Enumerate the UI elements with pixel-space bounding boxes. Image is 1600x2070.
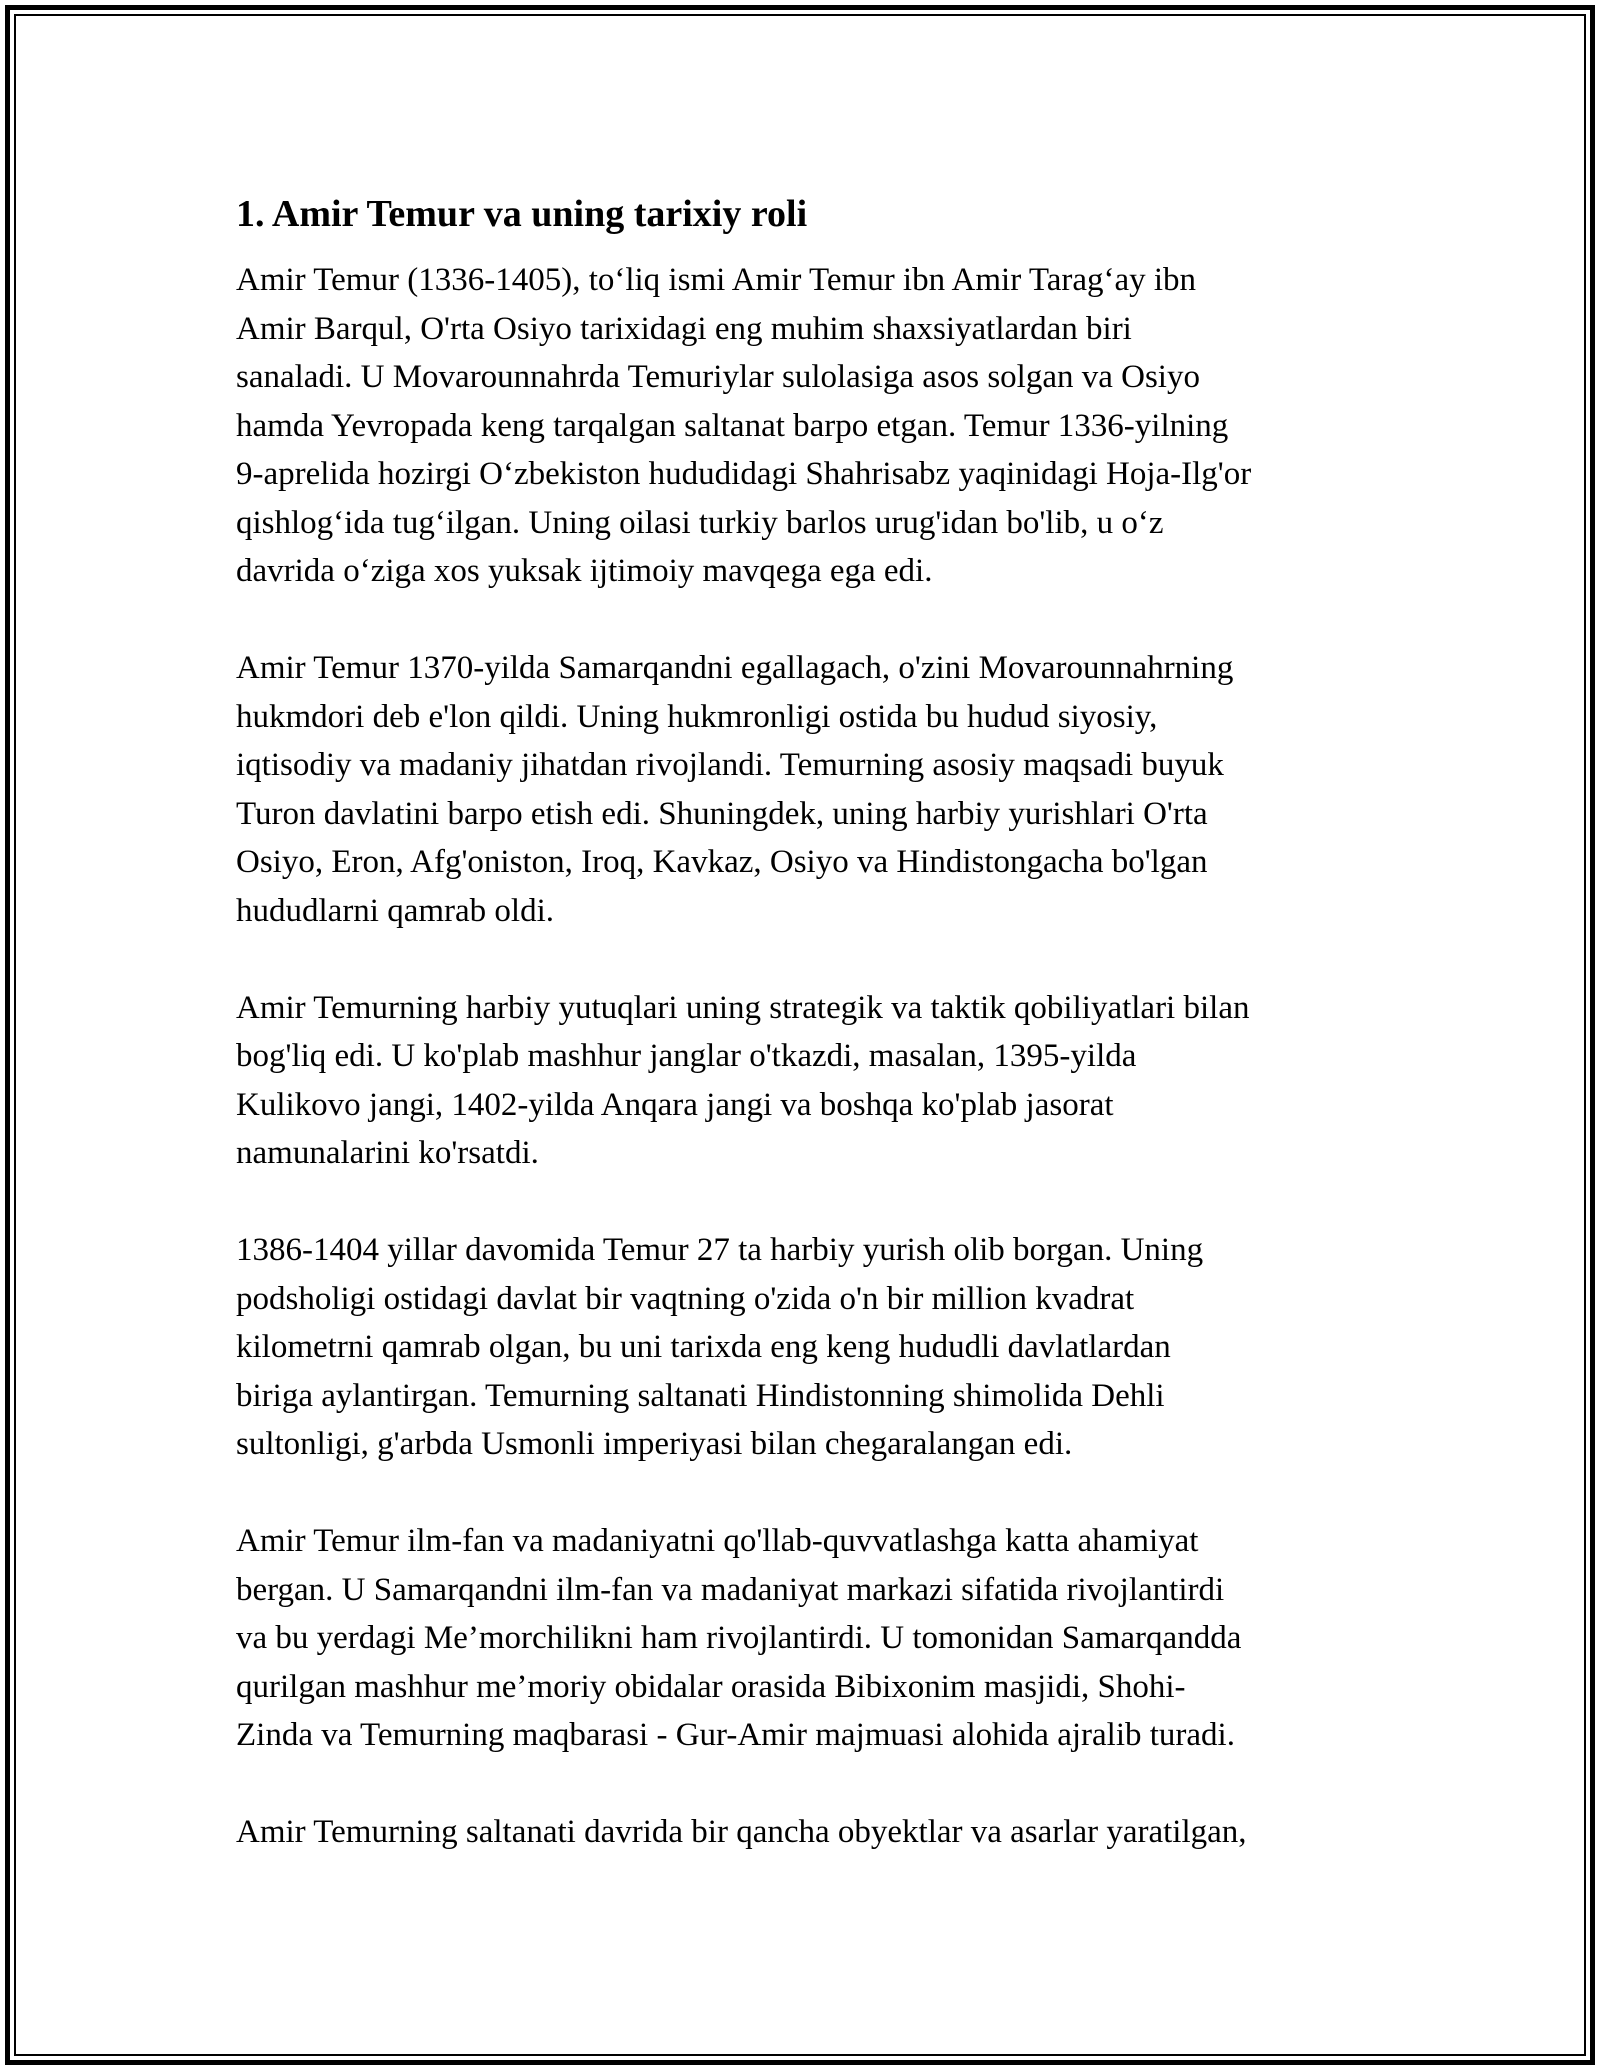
text-line: Amir Temur (1336-1405), to‘liq ismi Amir Temur ibn Amir Tarag‘ay ibn [236,262,1197,298]
text-line: hukmdori deb e'lon qildi. Uning hukmronligi ostida bu hudud siyosiy, [236,698,1158,735]
paragraph-3 [236,984,1376,1178]
text-line: Amir Temurning saltanati davrida bir qancha obyektlar va asarlar yaratilgan, [236,1814,1247,1850]
text-line: Turon davlatini barpo etish edi. Shuningdek, uning harbiy yurishlari O'rta [236,795,1208,832]
text-line: sultonligi, g'arbda Usmonli imperiyasi bilan chegaralangan edi. [236,1426,1073,1462]
paragraph-5 [236,1517,1376,1760]
text-line: podsholigi ostidagi davlat bir vaqtning o'zida o'n bir million kvadrat [236,1280,1135,1317]
text-line: hamda Yevropada keng tarqalgan saltanat barpo etgan. Temur 1336-yilning [236,407,1229,444]
text-line: Amir Temur 1370-yilda Samarqandni egallagach, o'zini Movarounnahrning [236,650,1234,686]
text-line: qurilgan mashhur me’moriy obidalar orasida Bibixonim masjidi, Shohi- [236,1668,1186,1705]
section-heading: 1. Amir Temur va uning tarixiy roli [236,193,808,235]
text-line: Amir Barqul, O'rta Osiyo tarixidagi eng muhim shaxsiyatlardan biri [236,310,1132,347]
text-line: bog'liq edi. U ko'plab mashhur janglar o'tkazdi, masalan, 1395-yilda [236,1038,1137,1074]
text-line: Amir Temurning harbiy yutuqlari uning strategik va taktik qobiliyatlari bilan [236,989,1250,1026]
paragraph-2 [236,644,1376,935]
text-line: Amir Temur ilm-fan va madaniyatni qo'llab-quvvatlashga katta ahamiyat [236,1523,1199,1559]
text-line: qishlog‘ida tug‘ilgan. Uning oilasi turkiy barlos urug'idan bo'lib, u o‘z [236,504,1164,541]
paragraph-6 [236,1808,1376,1857]
text-line: 1386-1404 yillar davomida Temur 27 ta harbiy yurish olib borgan. Uning [236,1232,1204,1268]
text-line: sanaladi. U Movarounnahrda Temuriylar sulolasiga asos solgan va Osiyo [236,359,1200,395]
text-line: bergan. U Samarqandni ilm-fan va madaniyat markazi sifatida rivojlantirdi [236,1571,1225,1608]
text-line: Osiyo, Eron, Afg'oniston, Iroq, Kavkaz, Osiyo va Hindistongacha bo'lgan [236,844,1208,880]
text-line: iqtisodiy va madaniy jihatdan rivojlandi. Temurning asosiy maqsadi buyuk [236,747,1224,783]
paragraph-4 [236,1226,1376,1469]
text-line: hududlarni qamrab oldi. [236,892,555,929]
document-body [236,186,1376,1905]
text-line: 9-aprelida hozirgi O‘zbekiston hududidagi Shahrisabz yaqinidagi Hoja-Ilg'or [236,456,1252,492]
text-line: Zinda va Temurning maqbarasi - Gur-Amir majmuasi alohida ajralib turadi. [236,1717,1235,1753]
text-line: biriga aylantirgan. Temurning saltanati Hindistonning shimolida Dehli [236,1377,1165,1414]
text-line: Kulikovo jangi, 1402-yilda Anqara jangi va boshqa ko'plab jasorat [236,1086,1114,1123]
text-line: kilometrni qamrab olgan, bu uni tarixda eng keng hududli davlatlardan [236,1329,1171,1365]
paragraph-1 [236,256,1376,596]
text-line: davrida o‘ziga xos yuksak ijtimoiy mavqega ega edi. [236,553,933,589]
text-line: va bu yerdagi Me’morchilikni ham rivojlantirdi. U tomonidan Samarqandda [236,1620,1242,1656]
text-line: namunalarini ko'rsatdi. [236,1135,539,1171]
